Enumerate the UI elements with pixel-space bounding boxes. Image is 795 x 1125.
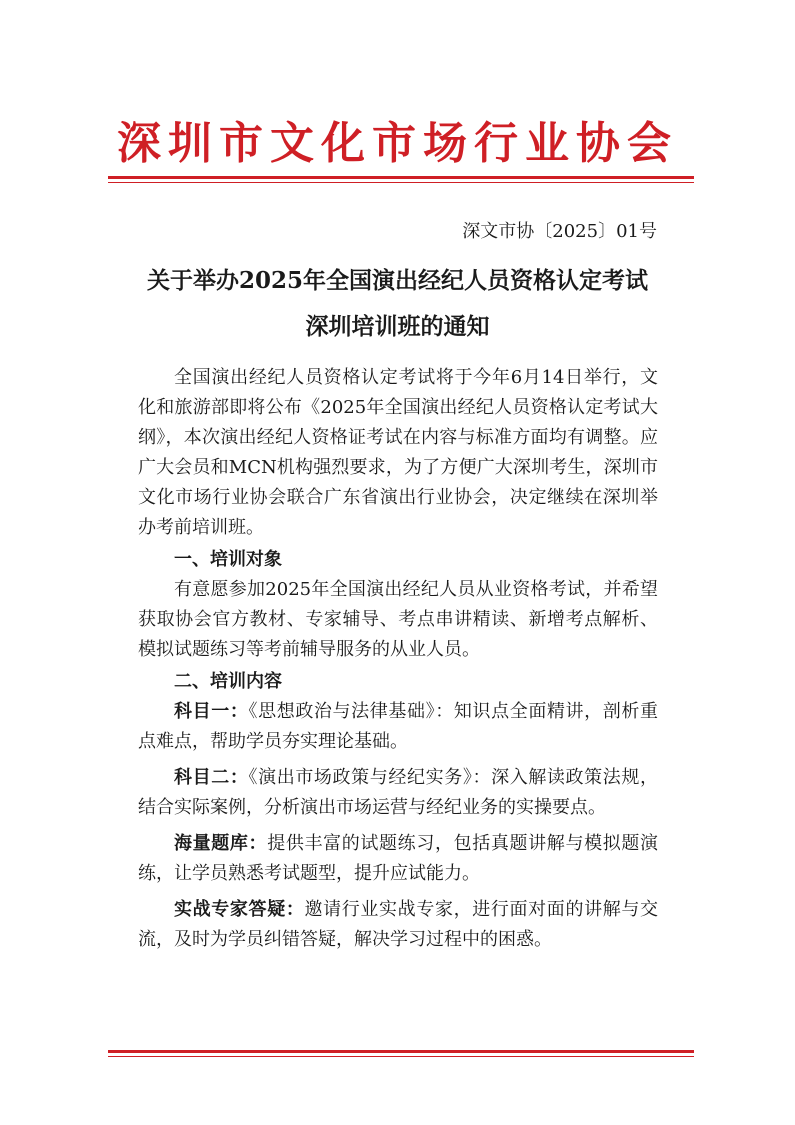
expert-qa-text: 邀请行业实战专家，进行面对面的讲解与交流，及时为学员纠错答疑，解决学习过程中的困惑。 <box>138 899 659 950</box>
subject-two-paragraph <box>138 763 658 823</box>
expert-qa-paragraph <box>138 895 658 955</box>
section-heading-training-target: 一、培训对象 <box>174 549 282 570</box>
letterhead-org-name: 深圳市文化市场行业协会 <box>117 118 678 169</box>
question-bank-label: 海量题库： <box>174 833 268 854</box>
subject-one-label: 科目一： <box>174 701 249 722</box>
divider-thick-line <box>108 176 694 179</box>
intro-paragraph: 全国演出经纪人员资格认定考试将于今年6月14日举行，文化和旅游部即将公布《2025年全国演出经纪人员资格认定考试大纲》，本次演出经纪人资格证考试在内容与标准方面均有调整。应广大会员和MCN机构强烈要求，为了方便广大深圳考生，深圳市文化市场行业协会联合广东省演出行业协会，决定继续在深圳举办考前培训班。 <box>138 367 658 538</box>
subject-two-text: 《演出市场政策与经纪实务》：深入解读政策法规，结合实际案例，分析演出市场运营与经纪业务的实操要点。 <box>138 767 659 818</box>
letterhead-divider <box>108 176 694 183</box>
footer-thick-line <box>108 1050 694 1053</box>
document-number: 深文市协〔2025〕01号 <box>462 221 657 242</box>
footer-divider <box>108 1050 694 1057</box>
document-title-line-1: 关于举办2025年全国演出经纪人员资格认定考试 <box>146 267 648 294</box>
subject-two-label: 科目二： <box>174 767 249 788</box>
question-bank-paragraph <box>138 829 658 889</box>
document-title-line-2: 深圳培训班的通知 <box>305 313 490 340</box>
document-body <box>138 363 658 955</box>
question-bank-text: 提供丰富的试题练习，包括真题讲解与模拟题演练，让学员熟悉考试题型，提升应试能力。 <box>138 833 659 884</box>
expert-qa-label: 实战专家答疑： <box>174 899 305 920</box>
footer-thin-line <box>108 1056 694 1057</box>
subject-one-paragraph <box>138 697 658 757</box>
section-heading-training-content: 二、培训内容 <box>174 671 282 692</box>
training-target-paragraph: 有意愿参加2025年全国演出经纪人员从业资格考试，并希望获取协会官方教材、专家辅导、考点串讲精读、新增考点解析、模拟试题练习等考前辅导服务的从业人员。 <box>138 579 658 660</box>
divider-thin-line <box>108 182 694 183</box>
subject-one-text: 《思想政治与法律基础》：知识点全面精讲，剖析重点难点，帮助学员夯实理论基础。 <box>138 701 659 752</box>
